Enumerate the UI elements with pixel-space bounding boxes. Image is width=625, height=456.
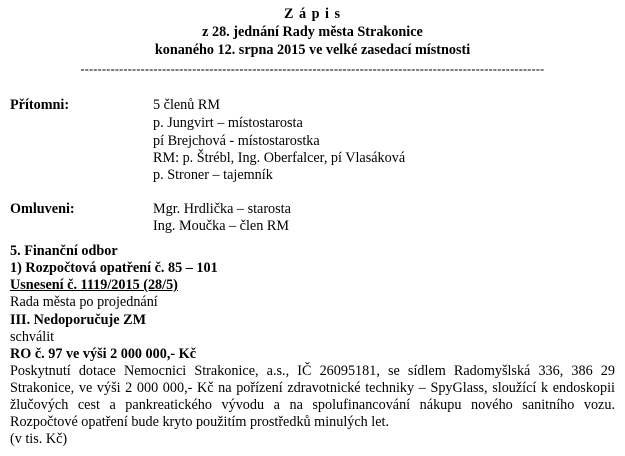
present-item: p. Stroner – tajemník (153, 167, 273, 183)
present-item: pí Brejchová - místostarostka (153, 133, 320, 149)
unit-note: (v tis. Kč) (10, 431, 68, 447)
recommendation-heading: III. Nedoporučuje ZM (10, 312, 146, 328)
present-item: p. Jungvirt – místostarosta (153, 115, 303, 131)
meeting-line: z 28. jednání Rady města Strakonice (202, 24, 423, 40)
resolution-number: Usnesení č. 1119/2015 (28/5) (10, 277, 178, 293)
present-label: Přítomni: (10, 97, 70, 113)
item-heading: 1) Rozpočtová opatření č. 85 – 101 (10, 260, 218, 276)
present-item: RM: p. Štrébl, Ing. Oberfalcer, pí Vlasáková (153, 150, 406, 166)
excused-label: Omluveni: (10, 201, 75, 217)
document-title: Z á p i s (283, 6, 342, 22)
excused-item: Mgr. Hrdlička – starosta (153, 201, 291, 217)
budget-measure-body: Poskytnutí dotace Nemocnici Strakonice, a.s., IČ 26095181, se sídlem Radomyšlská 336, 386 29 Strakonice, ve výši 2 000 000,- Kč na pořízení zdravotnické techniky – SpyGlass, sloužící k endoskopii žlučových cest a pankreatického vývodu a na spolufinancování nákupu nového sanitního vozu. Rozpočtové opatření bude kryto použitím prostředků minulých let. (10, 363, 615, 430)
approve-text: schválit (10, 329, 55, 345)
present-item: 5 členů RM (153, 97, 220, 113)
after-discussion-text: Rada města po projednání (10, 294, 158, 310)
excused-item: Ing. Moučka – člen RM (153, 218, 289, 234)
separator-line: ------------------------------------------------------------------------------------------------------------ (80, 62, 545, 76)
meeting-date-line: konaného 12. srpna 2015 ve velké zasedací místnosti (154, 42, 471, 58)
budget-measure-title: RO č. 97 ve výši 2 000 000,- Kč (10, 346, 196, 362)
section-heading: 5. Finanční odbor (10, 243, 118, 259)
